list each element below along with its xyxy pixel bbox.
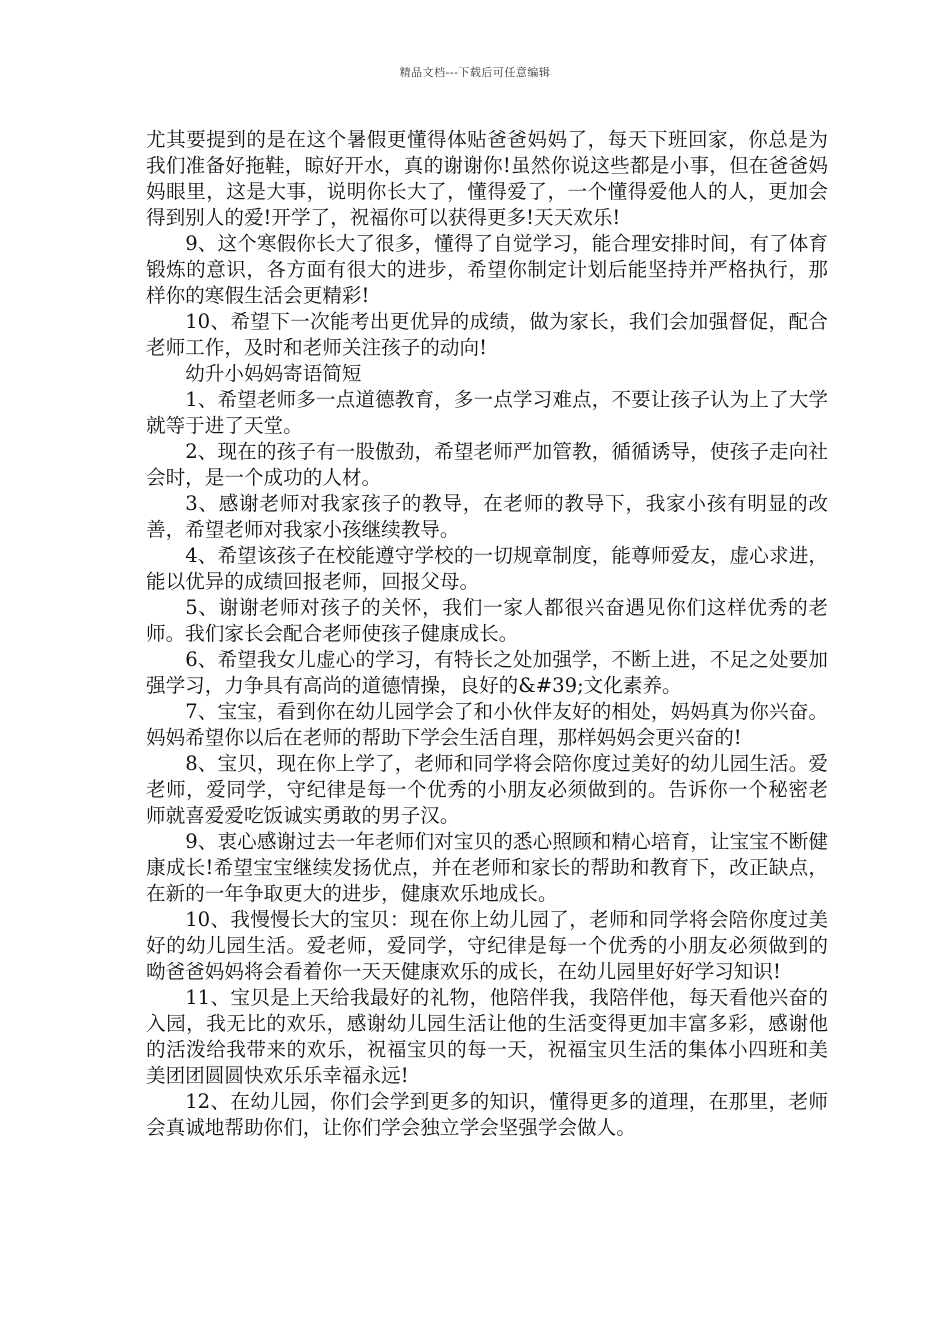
paragraph-7: 4、希望该孩子在校能遵守学校的一切规章制度，能尊师爱友，虚心求进，能以优异的成绩回报老师，回报父母。 [146,544,828,593]
paragraph-10: 7、宝宝，看到你在幼儿园学会了和小伙伴友好的相处，妈妈真为你兴奋。妈妈希望你以后在老师的帮助下学会生活自理，那样妈妈会更兴奋的! [146,700,828,749]
paragraph-8: 5、谢谢老师对孩子的关怀，我们一家人都很兴奋遇见你们这样优秀的老师。我们家长会配合老师使孩子健康成长。 [146,596,828,645]
paragraph-0: 尤其要提到的是在这个暑假更懂得体贴爸爸妈妈了，每天下班回家，你总是为我们准备好拖鞋，晾好开水，真的谢谢你!虽然你说这些都是小事，但在爸爸妈妈眼里，这是大事，说明你长大了，懂得爱了，一个懂得爱他人的人，更加会得到别人的爱!开学了，祝福你可以获得更多!天天欢乐! [146,128,828,229]
page-header: 精品文档---下载后可任意编辑 [399,66,551,79]
paragraph-11: 8、宝贝，现在你上学了，老师和同学将会陪你度过美好的幼儿园生活。爱老师，爱同学，守纪律是每一个优秀的小朋友必须做到的。告诉你一个秘密老师就喜爱爱吃饭诚实勇敢的男子汉。 [146,752,828,827]
document-body [146,127,828,1141]
paragraph-1: 9、这个寒假你长大了很多，懂得了自觉学习，能合理安排时间，有了体育锻炼的意识，各方面有很大的进步，希望你制定计划后能坚持并严格执行，那样你的寒假生活会更精彩! [146,232,828,307]
paragraph-12: 9、衷心感谢过去一年老师们对宝贝的悉心照顾和精心培育，让宝宝不断健康成长!希望宝宝继续发扬优点，并在老师和家长的帮助和教育下，改正缺点，在新的一年争取更大的进步，健康欢乐地成长。 [146,830,828,905]
paragraph-9: 6、希望我女儿虚心的学习，有特长之处加强学，不断上进，不足之处要加强学习，力争具有高尚的道德情操，良好的&#39;文化素养。 [146,648,828,697]
paragraph-6: 3、感谢老师对我家孩子的教导，在老师的教导下，我家小孩有明显的改善，希望老师对我家小孩继续教导。 [146,492,828,541]
paragraph-4: 1、希望老师多一点道德教育，多一点学习难点，不要让孩子认为上了大学就等于进了天堂。 [146,388,828,437]
paragraph-14: 11、宝贝是上天给我最好的礼物，他陪伴我，我陪伴他，每天看他兴奋的入园，我无比的欢乐，感谢幼儿园生活让他的生活变得更加丰富多彩，感谢他的活泼给我带来的欢乐，祝福宝贝的每一天，祝福宝贝生活的集体小四班和美美团团圆圆快欢乐乐幸福永远! [146,986,828,1087]
section-heading: 幼升小妈妈寄语简短 [185,362,362,385]
paragraph-15: 12、在幼儿园，你们会学到更多的知识，懂得更多的道理，在那里，老师会真诚地帮助你们，让你们学会独立学会坚强学会做人。 [146,1090,828,1139]
paragraph-13: 10、我慢慢长大的宝贝：现在你上幼儿园了，老师和同学将会陪你度过美好的幼儿园生活。爱老师，爱同学，守纪律是每一个优秀的小朋友必须做到的呦爸爸妈妈将会看着你一天天健康欢乐的成长，在幼儿园里好好学习知识! [146,908,828,983]
paragraph-2: 10、希望下一次能考出更优异的成绩，做为家长，我们会加强督促，配合老师工作，及时和老师关注孩子的动向! [146,310,828,359]
paragraph-5: 2、现在的孩子有一股傲劲，希望老师严加管教，循循诱导，使孩子走向社会时，是一个成功的人材。 [146,440,828,489]
